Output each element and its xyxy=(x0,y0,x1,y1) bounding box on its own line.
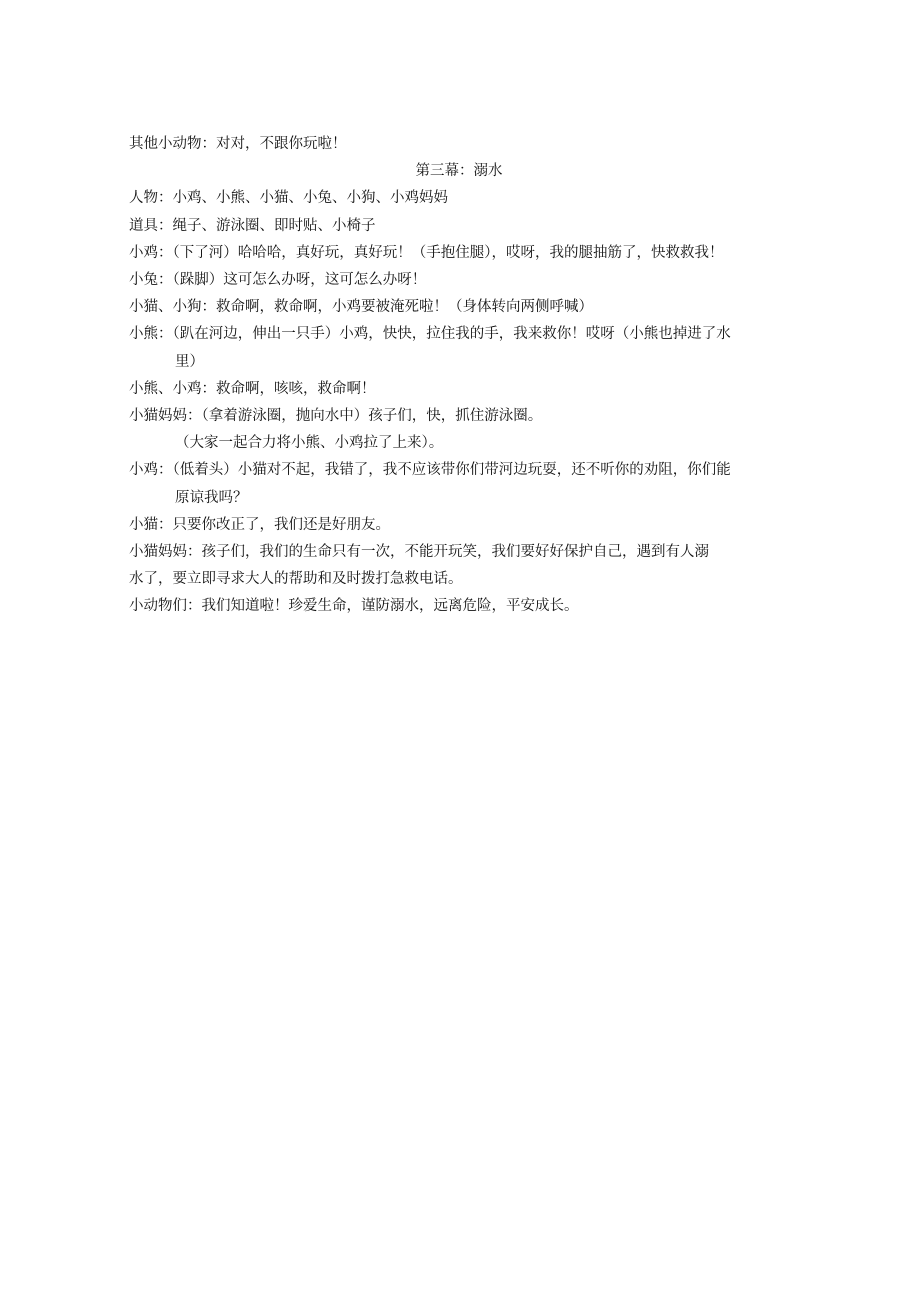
dialogue-line: 小猫：只要你改正了，我们还是好朋友。 xyxy=(129,516,390,533)
dialogue-line: 小动物们：我们知道啦！珍爱生命，谨防溺水，远离危险，平安成长。 xyxy=(129,598,579,615)
dialogue-line: 小熊：（趴在河边，伸出一只手）小鸡，快快，拉住我的手，我来救你！哎呀（小熊也掉进了水 xyxy=(129,326,731,343)
dialogue-line: 小猫妈妈：（拿着游泳圈，抛向水中）孩子们，快，抓住游泳圈。 xyxy=(129,408,543,425)
stage-direction: （大家一起合力将小熊、小鸡拉了上来）。 xyxy=(175,435,444,452)
props-line: 道具：绳子、游泳圈、即时贴、小椅子 xyxy=(129,217,376,234)
dialogue-line: 小熊、小鸡：救命啊，咳咳，救命啊！ xyxy=(129,380,376,397)
dialogue-line: 其他小动物：对对，不跟你玩啦！ xyxy=(129,136,347,152)
dialogue-line: 小鸡：（低着头）小猫对不起，我错了，我不应该带你们带河边玩耍，还不听你的劝阻，你们能 xyxy=(129,462,731,479)
characters-line: 人物：小鸡、小熊、小猫、小兔、小狗、小鸡妈妈 xyxy=(129,190,448,207)
dialogue-line: 小鸡：（下了河）哈哈哈，真好玩，真好玩！（手抱住腿），哎呀，我的腿抽筋了，快救救我！ xyxy=(129,244,724,261)
dialogue-line-continued: 水了，要立即寻求大人的帮助和及时拨打急救电话。 xyxy=(129,571,463,588)
act-title: 第三幕：溺水 xyxy=(415,163,503,180)
dialogue-line: 小猫、小狗：救命啊，救命啊，小鸡要被淹死啦！（身体转向两侧呼喊） xyxy=(129,299,593,316)
dialogue-line-continued: 原谅我吗？ xyxy=(175,489,248,506)
dialogue-line: 小兔：（跺脚）这可怎么办呀，这可怎么办呀！ xyxy=(129,272,427,289)
script-body xyxy=(129,131,789,621)
dialogue-line: 小猫妈妈：孩子们，我们的生命只有一次，不能开玩笑，我们要好好保护自己，遇到有人溺 xyxy=(129,544,709,561)
dialogue-line-continued: 里） xyxy=(175,353,204,370)
